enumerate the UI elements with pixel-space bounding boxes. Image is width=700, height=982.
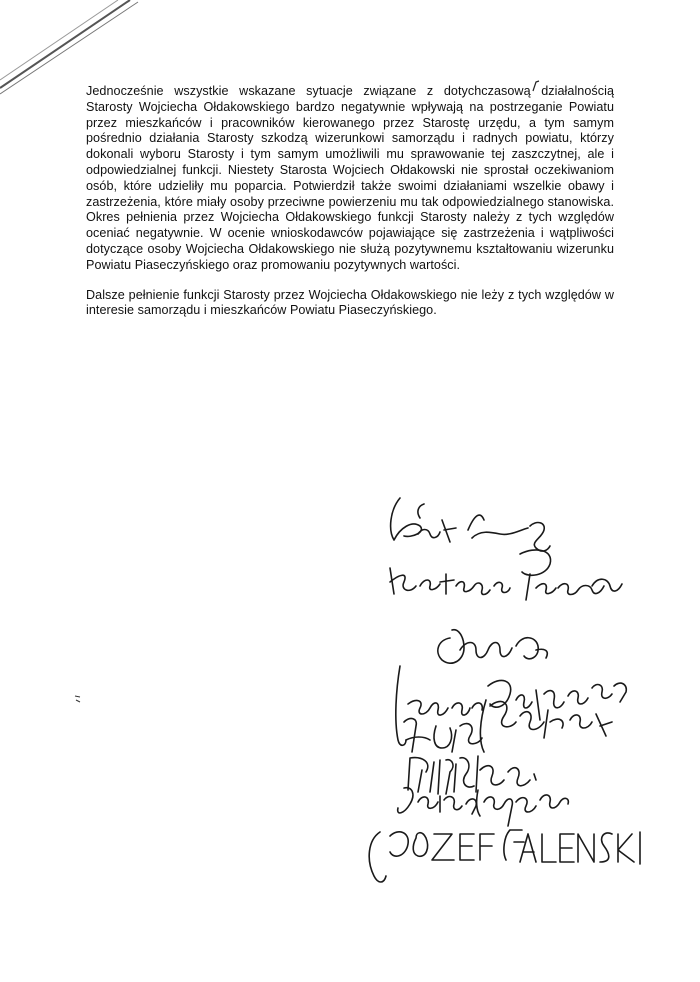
signature-8 <box>369 830 640 882</box>
letter-body <box>86 84 614 319</box>
signature-3 <box>438 630 547 664</box>
body-paragraph-1: Jednocześnie wszystkie wskazane sytuacje związane z dotychczasową działalnością Starosty Wojciecha Ołdakowskiego bardzo negatywnie wpływają na postrzeganie Powiatu przez mieszkańców i pracowników kierowanego przez Starostę urzędu, a tym samym pośrednio działania Starosty szkodzą wizerunkowi samorządu i radnych powiatu, którzy dokonali wyboru Starosty i tym samym umożliwili mu sprawowanie tej zaszczytnej, ale i odpowiedzialnej funkcji. Niestety Starosta Wojciech Ołdakowski nie sprostał oczekiwaniom osób, które udzieliły mu poparcia. Potwierdził także swoimi działaniami wszelkie obawy i zastrzeżenia, które miały osoby przeciwne powierzeniu mu tak odpowiedzialnego stanowiska. Okres pełnienia przez Wojciecha Ołdakowskiego funkcji Starosty należy z tych względów oceniać negatywnie. W ocenie wnioskodawców pojawiające się zastrzeżenia i wątpliwości dotyczące osoby Wojciecha Ołdakowskiego nie służą pozytywnemu kształtowaniu wizerunku Powiatu Piaseczyńskiego oraz promowaniu pozytywnych wartości. <box>86 84 614 272</box>
signature-5 <box>404 700 612 752</box>
signatures-block <box>360 490 660 910</box>
signature-4 <box>396 666 626 745</box>
signature-7 <box>398 788 569 826</box>
signature-2 <box>390 550 622 600</box>
body-paragraph-2: Dalsze pełnienie funkcji Starosty przez Wojciecha Ołdakowskiego nie leży z tych względów w interesie samorządu i mieszkańców Powiatu Piaseczyńskiego. <box>86 287 614 318</box>
margin-mark <box>74 694 82 704</box>
signature-1 <box>391 498 550 551</box>
signature-6 <box>408 756 536 794</box>
